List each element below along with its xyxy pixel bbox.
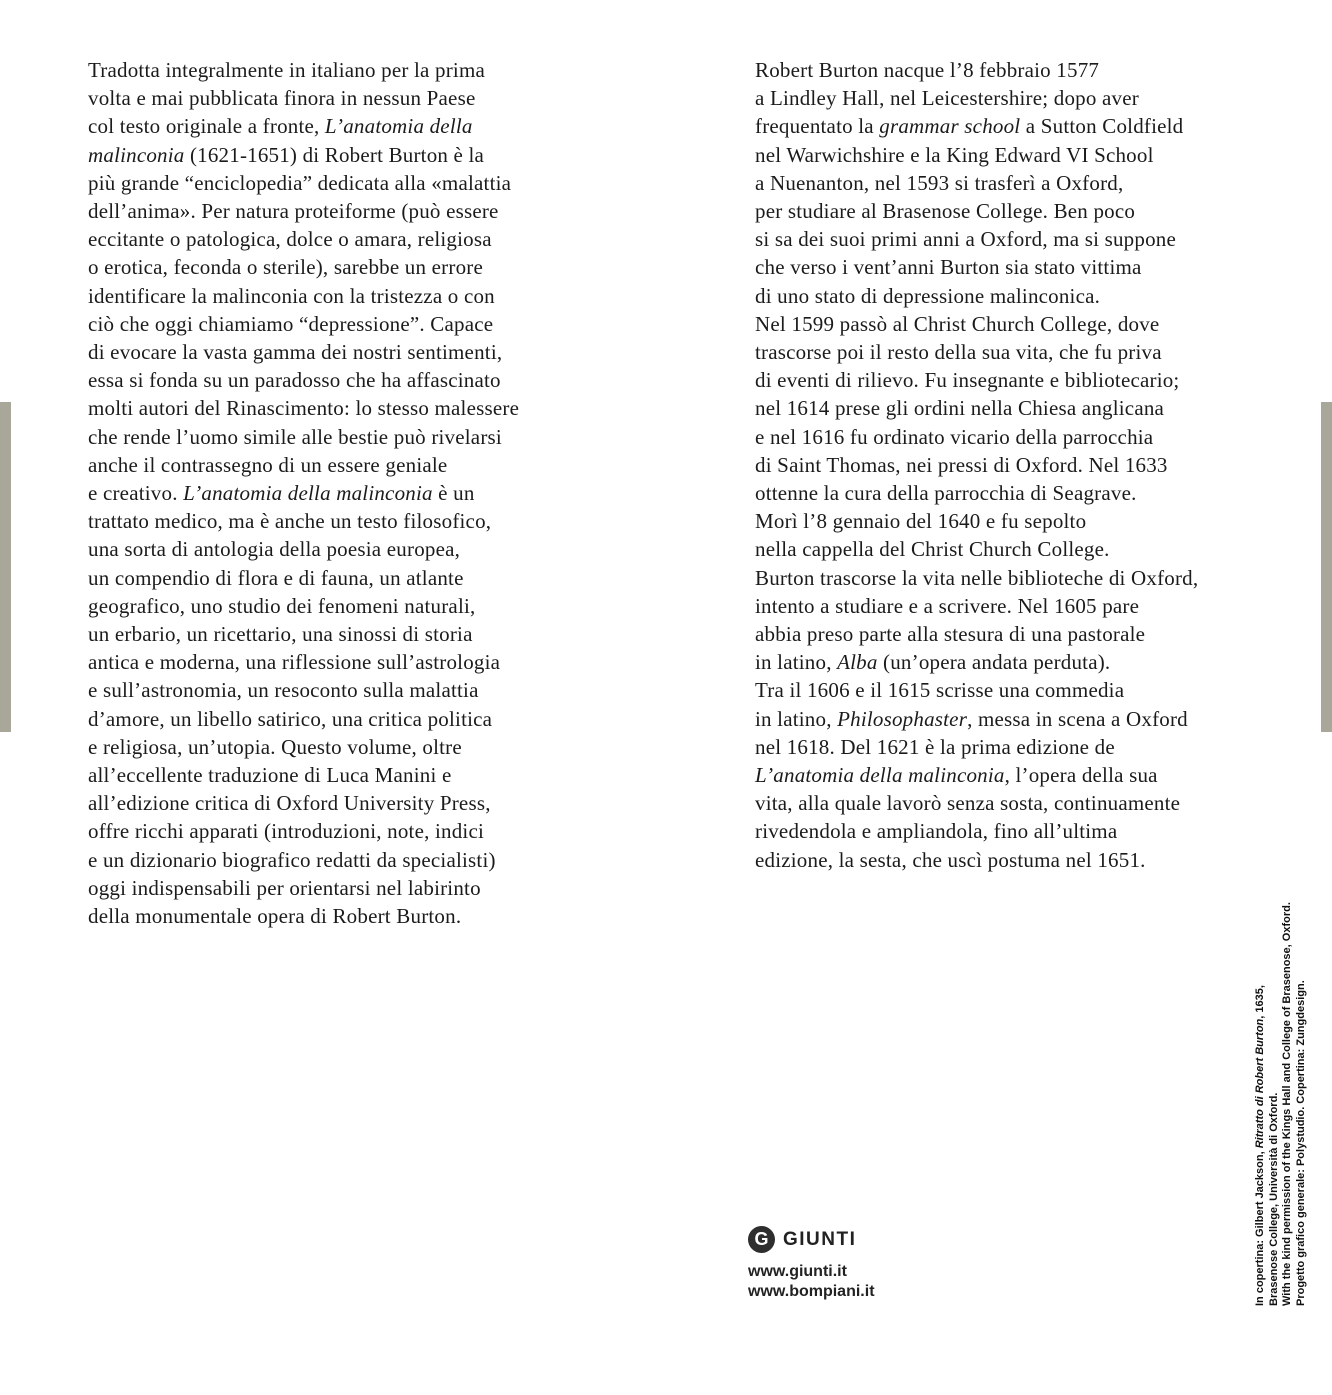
text-line: in latino, Alba (un’opera andata perduta).: [755, 650, 1111, 675]
publisher-block: [748, 1226, 875, 1302]
text-line: e un dizionario biografico redatti da specialisti): [88, 847, 496, 872]
text-line: o erotica, feconda o sterile), sarebbe un errore: [88, 255, 483, 280]
publisher-urls: [748, 1262, 875, 1302]
text-line: si sa dei suoi primi anni a Oxford, ma si suppone: [755, 227, 1176, 252]
text-line: molti autori del Rinascimento: lo stesso malessere: [88, 396, 520, 421]
text-line: all’eccellente traduzione di Luca Manini e: [88, 763, 452, 788]
text-line: identificare la malinconia con la tristezza o con: [88, 283, 495, 308]
text-line: malinconia (1621-1651) di Robert Burton è la: [88, 142, 485, 167]
text-line: Morì l’8 gennaio del 1640 e fu sepolto: [755, 509, 1087, 534]
text-line: Tradotta integralmente in italiano per la prima: [88, 58, 486, 82]
text-line: nel 1614 prese gli ordini nella Chiesa anglicana: [755, 396, 1165, 421]
text-line: un compendio di flora e di fauna, un atlante: [88, 565, 464, 590]
left-edge-bar: [0, 402, 11, 732]
text-line: in latino, Philosophaster, messa in scena a Oxford: [755, 706, 1188, 731]
flap-text-right-column: [755, 56, 1275, 874]
giunti-logo-icon: [748, 1226, 775, 1253]
text-line: frequentato la grammar school a Sutton Coldfield: [755, 114, 1184, 139]
text-line: a Lindley Hall, nel Leicestershire; dopo aver: [755, 86, 1139, 111]
text-line: abbia preso parte alla stesura di una pastorale: [755, 622, 1146, 647]
right-edge-bar: [1321, 402, 1332, 732]
flap-text-left-column: [88, 56, 578, 930]
text-line: e nel 1616 fu ordinato vicario della parrocchia: [755, 424, 1154, 449]
publisher-logo-row: [748, 1226, 875, 1253]
text-line: Brasenose College, Università di Oxford.: [1267, 1092, 1280, 1306]
text-line: trattato medico, ma è anche un testo filosofico,: [88, 509, 492, 534]
photo-credits-vertical: [1254, 876, 1308, 1306]
text-line: Progetto grafico generale: Polystudio. Copertina: Zungdesign.: [1294, 980, 1307, 1306]
url-bompiani: www.bompiani.it: [748, 1283, 875, 1300]
text-line: di eventi di rilievo. Fu insegnante e bibliotecario;: [755, 368, 1180, 393]
text-line: antica e moderna, una riflessione sull’astrologia: [88, 650, 501, 675]
text-line: rivedendola e ampliandola, fino all’ultima: [755, 819, 1118, 844]
text-line: e religiosa, un’utopia. Questo volume, oltre: [88, 734, 462, 759]
text-line: che verso i vent’anni Burton sia stato vittima: [755, 255, 1142, 280]
text-line: L’anatomia della malinconia, l’opera della sua: [755, 763, 1158, 788]
text-line: più grande “enciclopedia” dedicata alla «malattia: [88, 170, 512, 195]
text-line: e creativo. L’anatomia della malinconia è un: [88, 481, 475, 506]
text-line: vita, alla quale lavorò senza sosta, continuamente: [755, 791, 1181, 816]
text-line: In copertina: Gilbert Jackson, Ritratto di Robert Burton, 1635,: [1254, 985, 1266, 1306]
text-line: di evocare la vasta gamma dei nostri sentimenti,: [88, 340, 503, 365]
text-line: trascorse poi il resto della sua vita, che fu priva: [755, 340, 1162, 365]
text-line: With the kind permission of the Kings Hall and College of Brasenose, Oxford.: [1281, 902, 1293, 1306]
url-giunti: www.giunti.it: [748, 1263, 847, 1280]
text-line: di uno stato di depressione malinconica.: [755, 283, 1101, 308]
text-line: di Saint Thomas, nei pressi di Oxford. Nel 1633: [755, 452, 1168, 477]
text-line: della monumentale opera di Robert Burton.: [88, 904, 462, 929]
text-line: nel Warwichshire e la King Edward VI School: [755, 142, 1154, 167]
text-line: Burton trascorse la vita nelle biblioteche di Oxford,: [755, 565, 1199, 590]
text-line: ottenne la cura della parrocchia di Seagrave.: [755, 481, 1137, 506]
text-line: nella cappella del Christ Church College.: [755, 537, 1110, 562]
text-line: una sorta di antologia della poesia europea,: [88, 537, 461, 562]
text-line: intento a studiare e a scrivere. Nel 1605 pare: [755, 593, 1140, 618]
text-line: nel 1618. Del 1621 è la prima edizione de: [755, 734, 1115, 759]
text-line: Robert Burton nacque l’8 febbraio 1577: [755, 58, 1100, 82]
text-line: volta e mai pubblicata finora in nessun Paese: [88, 86, 476, 111]
giunti-logo-letter: G: [754, 1229, 769, 1249]
text-line: anche il contrassegno di un essere geniale: [88, 452, 448, 477]
text-line: oggi indispensabili per orientarsi nel labirinto: [88, 875, 481, 900]
text-line: e sull’astronomia, un resoconto sulla malattia: [88, 678, 479, 703]
text-line: un erbario, un ricettario, una sinossi di storia: [88, 622, 473, 647]
text-line: Tra il 1606 e il 1615 scrisse una commedia: [755, 678, 1125, 703]
text-line: che rende l’uomo simile alle bestie può rivelarsi: [88, 424, 502, 449]
text-line: per studiare al Brasenose College. Ben poco: [755, 199, 1136, 224]
text-line: Nel 1599 passò al Christ Church College, dove: [755, 311, 1160, 336]
text-line: col testo originale a fronte, L’anatomia della: [88, 114, 473, 139]
text-line: all’edizione critica di Oxford University Press,: [88, 791, 491, 816]
text-line: essa si fonda su un paradosso che ha affascinato: [88, 368, 501, 393]
text-line: ciò che oggi chiamiamo “depressione”. Capace: [88, 311, 494, 336]
publisher-name: GIUNTI: [783, 1228, 857, 1250]
text-line: a Nuenanton, nel 1593 si trasferì a Oxford,: [755, 170, 1124, 195]
text-line: edizione, la sesta, che uscì postuma nel 1651.: [755, 847, 1146, 872]
text-line: dell’anima». Per natura proteiforme (può essere: [88, 199, 499, 224]
text-line: eccitante o patologica, dolce o amara, religiosa: [88, 227, 492, 252]
text-line: offre ricchi apparati (introduzioni, note, indici: [88, 819, 485, 844]
text-line: d’amore, un libello satirico, una critica politica: [88, 706, 493, 731]
text-line: geografico, uno studio dei fenomeni naturali,: [88, 593, 476, 618]
